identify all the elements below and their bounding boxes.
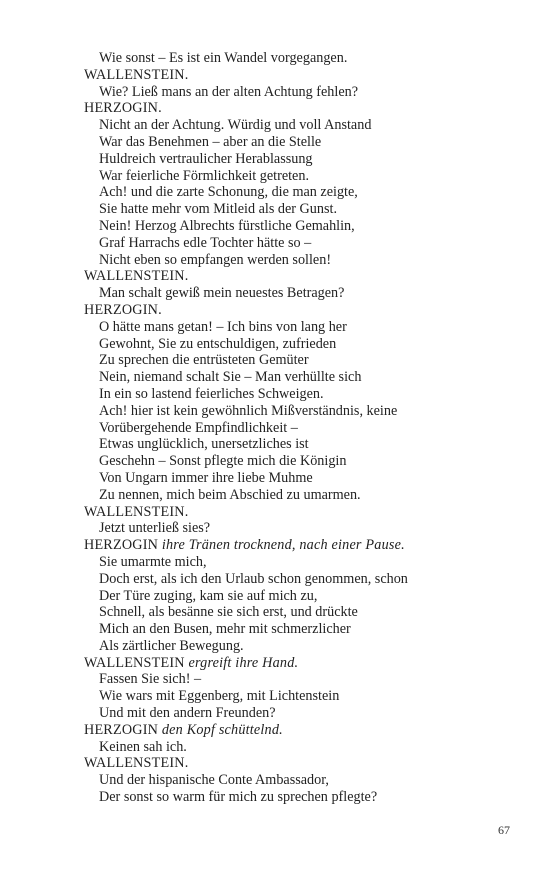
speaker-line: [84, 655, 524, 672]
verse-line: War feierliche Förmlichkeit getreten.: [99, 167, 309, 184]
speaker-name: HERZOGIN.: [84, 301, 162, 318]
speaker-line: [84, 67, 524, 84]
verse-line: Sie umarmte mich,: [99, 553, 207, 570]
speaker-name: WALLENSTEIN.: [84, 503, 189, 520]
speaker-line: [84, 100, 524, 117]
speaker-line: [84, 755, 524, 772]
speaker-line: [84, 504, 524, 521]
verse-line: Schnell, als besänne sie sich erst, und drückte: [99, 604, 358, 621]
verse-line: Geschehn – Sonst pflegte mich die Königin: [99, 453, 347, 470]
verse-line: In ein so lastend feierliches Schweigen.: [99, 385, 324, 402]
verse-line: Wie sonst – Es ist ein Wandel vorgegangen.: [99, 50, 348, 66]
verse-line: Graf Harrachs edle Tochter hätte so –: [99, 234, 312, 251]
speaker-name: HERZOGIN: [84, 537, 159, 554]
speaker-name: WALLENSTEIN.: [84, 755, 189, 772]
verse-line: Keinen sah ich.: [99, 738, 187, 755]
page-number: 67: [498, 823, 510, 837]
verse-line: Huldreich vertraulicher Herablassung: [99, 150, 313, 167]
verse-line: Gewohnt, Sie zu entschuldigen, zufrieden: [99, 335, 337, 352]
speaker-name: HERZOGIN: [84, 721, 159, 738]
verse-line: War das Benehmen – aber an die Stelle: [99, 133, 322, 150]
play-text: [84, 50, 524, 806]
verse-line: Jetzt unterließ sies?: [99, 520, 211, 537]
verse-line: Wie wars mit Eggenberg, mit Lichtenstein: [99, 688, 340, 705]
verse-line: Nicht an der Achtung. Würdig und voll Anstand: [99, 117, 372, 134]
verse-line: Ach! und die zarte Schonung, die man zeigte,: [99, 184, 358, 201]
verse-line: Zu sprechen die entrüsteten Gemüter: [99, 352, 309, 369]
stage-direction: ihre Tränen trocknend, nach einer Pause.: [161, 537, 405, 554]
speaker-name: WALLENSTEIN: [84, 654, 185, 671]
verse-line: Man schalt gewiß mein neuestes Betragen?: [99, 285, 345, 302]
verse-line: Zu nennen, mich beim Abschied zu umarmen.: [99, 486, 361, 503]
verse-line: Nein, niemand schalt Sie – Man verhüllte sich: [99, 369, 362, 386]
verse-line: Nicht eben so empfangen werden sollen!: [99, 251, 332, 268]
stage-direction: ergreift ihre Hand.: [188, 654, 299, 671]
verse-line: Mich an den Busen, mehr mit schmerzlicher: [99, 621, 351, 638]
verse-line: Nein! Herzog Albrechts fürstliche Gemahlin,: [99, 217, 355, 234]
verse-line: Ach! hier ist kein gewöhnlich Mißverständnis, keine: [99, 402, 398, 419]
speaker-name: WALLENSTEIN.: [84, 268, 189, 285]
speaker-line: [84, 537, 524, 554]
verse-line: Und der hispanische Conte Ambassador,: [99, 772, 329, 789]
verse-line: Der Türe zuging, kam sie auf mich zu,: [99, 587, 318, 604]
speaker-name: WALLENSTEIN.: [84, 66, 189, 83]
speaker-line: [84, 722, 524, 739]
verse-line: Wie? Ließ mans an der alten Achtung fehlen?: [99, 83, 359, 100]
verse-line: Als zärtlicher Bewegung.: [99, 637, 244, 654]
stage-direction: den Kopf schüttelnd.: [161, 721, 283, 738]
verse-line: O hätte mans getan! – Ich bins von lang her: [99, 318, 347, 335]
speaker-name: HERZOGIN.: [84, 100, 162, 117]
verse-line: Doch erst, als ich den Urlaub schon genommen, schon: [99, 570, 408, 587]
speaker-line: [84, 268, 524, 285]
verse-line: Der sonst so warm für mich zu sprechen pflegte?: [99, 789, 378, 806]
verse-line: Vorübergehende Empfindlichkeit –: [99, 419, 298, 436]
verse-line: Sie hatte mehr vom Mitleid als der Gunst.: [99, 201, 337, 218]
verse-line: Von Ungarn immer ihre liebe Muhme: [99, 469, 313, 486]
verse-line: Etwas unglücklich, unersetzliches ist: [99, 436, 309, 453]
speaker-line: [84, 302, 524, 319]
verse-line: Und mit den andern Freunden?: [99, 705, 276, 722]
verse-line: Fassen Sie sich! –: [99, 671, 202, 688]
